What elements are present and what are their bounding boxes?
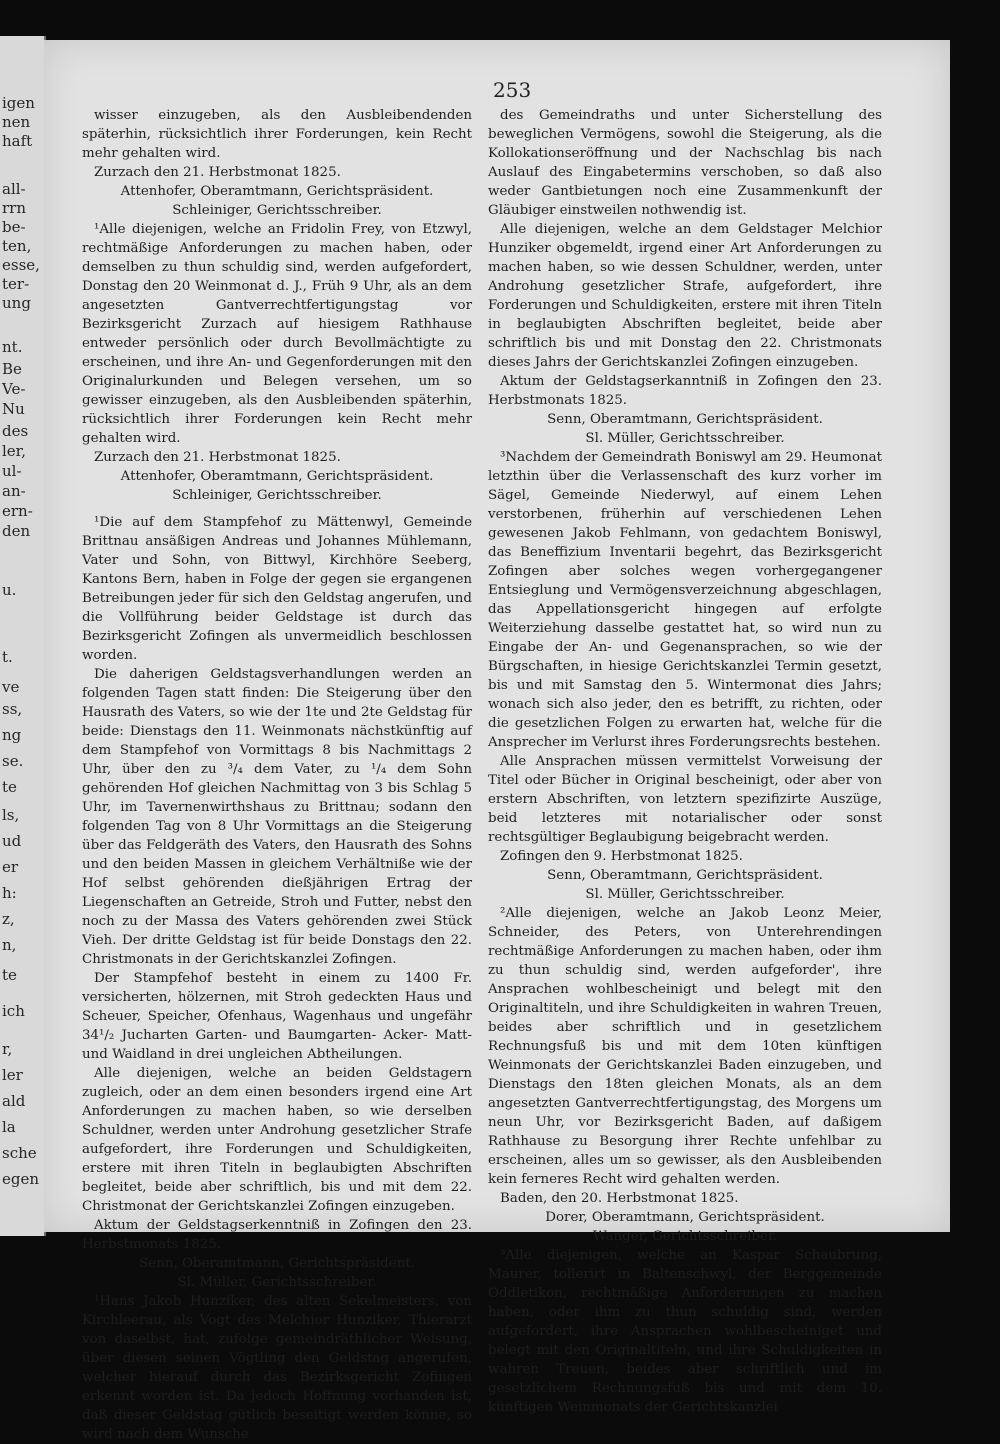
margin-fragment: nt.	[2, 338, 23, 356]
margin-fragment: den	[2, 522, 31, 540]
dateline: Zurzach den 21. Herbstmonat 1825.	[94, 165, 341, 180]
notice-paragraph: des Gemeindraths und unter Sicherstellung des beweglichen Vermögens, sowohl die Steigerung, als die Kollokationseröffnung und der Nachschlag bis nach Auslauf des Eingabetermins verschoben, so daß also weder Gantbietungen noch eine Zusammenkunft der Gläubiger einstweilen nothwendig ist.	[488, 108, 882, 218]
margin-fragment: ud	[2, 832, 22, 850]
margin-fragment: Be	[2, 360, 22, 378]
dateline: Zofingen den 9. Herbstmonat 1825.	[500, 849, 743, 864]
signature-line: Schleiniger, Gerichtsschreiber.	[172, 203, 382, 218]
margin-fragment: ls,	[2, 806, 20, 824]
margin-fragment: an-	[2, 482, 26, 500]
margin-fragment: n,	[2, 936, 17, 954]
margin-fragment: egen	[2, 1170, 40, 1188]
signature-line: Sl. Müller, Gerichtsschreiber.	[177, 1275, 377, 1290]
page-number: 253	[493, 78, 532, 102]
margin-fragment: ler	[2, 1066, 23, 1084]
margin-fragment: esse,	[2, 256, 40, 274]
margin-fragment: rrn	[2, 199, 27, 217]
notice-paragraph: ²Alle diejenigen, welche an Jakob Leonz Meier, Schneider, des Peters, von Unterehrendingen rechtmäßige Anforderungen zu machen haben, oder ihm zu thun schuldig sind, werden aufgeforder', ihre Ansprachen wohlbescheinigt und belegt mit den Originaltiteln, und ihre Schuldigkeiten in wahren Treuen, beides aber schriftlich und in gesetzlichem Rechnungsfuß bis und mit dem 10ten künftigen Weinmonats der Gerichtskanzlei Baden einzugeben, und Dienstags den 18ten gleichen Monats, als an dem angesetzten Gantverrechtfertigungstag, des Morgens um neun Uhr, vor Bezirksgericht Baden, auf daßigem Rathhause zu Besorgung ihrer Rechte unfehlbar zu erscheinen, alles um so gewisser, als den Ausbleibenden kein ferneres Recht wird gehalten werden.	[488, 906, 882, 1187]
margin-fragment: t.	[2, 648, 13, 666]
margin-fragment: ten,	[2, 237, 32, 255]
margin-fragment: r,	[2, 1040, 13, 1058]
margin-fragment: nen	[2, 113, 31, 131]
margin-fragment: Ve-	[2, 380, 26, 398]
margin-fragment: ler,	[2, 442, 26, 460]
dateline: Aktum der Geldstagserkenntniß in Zofingen den 23. Herbstmonats 1825.	[82, 1218, 472, 1252]
notice-paragraph: ¹Die auf dem Stampfehof zu Mättenwyl, Gemeinde Brittnau ansäßigen Andreas und Johannes Mühlemann, Vater und Sohn, von Bittwyl, Kirchhöre Seeberg, Kantons Bern, haben in Folge der gegen sie ergangenen Betreibungen jeder für sich den Geldstag angerufen, und die Vollführung beider Geldstage ist durch das Bezirksgericht Zofingen als unvermeidlich beschlossen worden.	[82, 515, 472, 663]
signature-line: Attenhofer, Oberamtmann, Gerichtspräsident.	[120, 469, 434, 484]
notice-paragraph: ³Alle diejenigen, welche an Kaspar Schaubrung, Maurer, tollerirt in Baltenschwyl, der Berggemeinde Oddletikon, rechtmäßige Anforderungen zu machen haben, oder ihm zu thun schuldig sind, werden aufgefordert, ihre Ansprachen wohlbescheiniget und belegt mit den Originaltiteln, und ihre Schuldigkeiten in wahren Treuen, beides aber schriftlich und im gesetzlichem Rechnungsfuß bis und mit dem 10. künftigen Weinmonats der Gerichtskanzlei	[488, 1248, 882, 1415]
notice-paragraph: ¹Hans Jakob Hunziker, des alten Sekelmeisters, von Kirchleerau, als Vogt des Melchior Hunziker, Thierarzt von daselbst, hat, zufolge gemeindräthlicher Weisung, über diesen seinen Vögtling den Geldstag angerufen, welcher hierauf durch das Bezirksgericht Zofingen erkennt worden ist. Da jedoch Hoffnung vorhanden ist, daß dieser Geldstag gütlich beseitigt werden könne, so wird nach dem Wunsche	[82, 1294, 472, 1442]
margin-fragment: ung	[2, 294, 31, 312]
notice-paragraph: Der Stampfehof besteht in einem zu 1400 Fr. versicherten, hölzernen, mit Stroh gedeckten Haus und Scheuer, Speicher, Ofenhaus, Wagenhaus und ungefähr 34¹/₂ Jucharten Garten- und Baumgarten- Acker- Matt- und Waidland in drei ungleichen Abtheilungen.	[82, 971, 472, 1062]
dateline: Zurzach den 21. Herbstmonat 1825.	[94, 450, 341, 465]
right-column	[488, 106, 882, 1417]
margin-fragment: ald	[2, 1092, 26, 1110]
left-column	[82, 106, 472, 1444]
signature-line: Dorer, Oberamtmann, Gerichtspräsident.	[545, 1210, 825, 1225]
notice-paragraph: ¹Alle diejenigen, welche an Fridolin Frey, von Etzwyl, rechtmäßige Anforderungen zu machen haben, oder demselben zu thun schuldig sind, werden aufgefordert, Donstag den 20 Weinmonat d. J., Früh 9 Uhr, als an dem angesetzten Gantverrechtfertigungstag vor Bezirksgericht Zurzach auf hiesigem Rathhause entweder persönlich oder durch Bevollmächtigte zu erscheinen, und ihre An- und Gegenforderungen mit den Originalurkunden und Belegen versehen, um so gewisser einzugeben, als den Ausbleibenden späterhin, rücksichtlich ihrer Forderungen kein Recht mehr gehalten wird.	[82, 222, 472, 446]
margin-fragment: h:	[2, 884, 17, 902]
margin-fragment: z,	[2, 910, 15, 928]
margin-fragment: ern-	[2, 502, 33, 520]
signature-line: Senn, Oberamtmann, Gerichtspräsident.	[139, 1256, 415, 1271]
margin-fragment: ter-	[2, 275, 30, 293]
margin-fragment: te	[2, 778, 17, 796]
margin-fragment: te	[2, 966, 17, 984]
margin-fragment: haft	[2, 132, 33, 150]
margin-fragment: be-	[2, 218, 26, 236]
margin-fragment: ng	[2, 726, 22, 744]
newspaper-page	[44, 40, 950, 1442]
notice-paragraph: ³Nachdem der Gemeindrath Boniswyl am 29. Heumonat letzthin über die Verlassenschaft des kurz vorher im Sägel, Gemeinde Niederwyl, auf einem Lehen verstorbenen, früherhin auf verschiedenen Lehen gewesenen Jakob Fehlmann, von gedachtem Boniswyl, das Beneffizium Inventarii begehrt, das Bezirksgericht Zofingen aber solches wegen vorhergegangener Entsieglung und Vermögensverzeichnung abgeschlagen, das Appellationsgericht hingegen auf erfolgte Weiterziehung dasselbe gestattet hat, so wird nun zu Eingabe der An- und Gegenansprachen, so wie der Bürgschaften, in hiesige Gerichtskanzlei Termin gesetzt, bis und mit Samstag den 5. Wintermonat dies Jahrs; wonach sich also jeder, den es betrifft, zu richten, oder die gesetzlichen Folgen zu erwarten hat, welche für die Ansprecher im Verlurst ihres Forderungsrechts bestehen.	[488, 450, 882, 750]
margin-fragment: igen	[2, 94, 35, 112]
signature-line: Sl. Müller, Gerichtsschreiber.	[585, 431, 785, 446]
margin-fragment: la	[2, 1118, 16, 1136]
signature-line: Wanger, Gerichtsschreiber.	[592, 1229, 778, 1244]
signature-line: Schleiniger, Gerichtsschreiber.	[172, 488, 382, 503]
margin-fragment: ul-	[2, 462, 22, 480]
margin-fragment: er	[2, 858, 19, 876]
signature-line: Sl. Müller, Gerichtsschreiber.	[585, 887, 785, 902]
notice-paragraph: Alle diejenigen, welche an beiden Geldstagern zugleich, oder an dem einen besonders irgend eine Art Anforderungen zu machen haben, so wie derselben Schuldner, werden unter Androhung gesetzlicher Strafe aufgefordert, ihre Forderungen und Schuldigkeiten, erstere mit ihren Titeln in beglaubigten Abschriften begleitet, beide aber schriftlich, bis und mit dem 22. Christmonat der Gerichtskanzlei Zofingen einzugeben.	[82, 1066, 472, 1214]
signature-line: Senn, Oberamtmann, Gerichtspräsident.	[547, 412, 823, 427]
margin-fragment: sche	[2, 1144, 37, 1162]
spacer	[82, 505, 472, 513]
margin-fragment: se.	[2, 752, 24, 770]
margin-fragment: des	[2, 422, 29, 440]
dateline: Aktum der Geldstagserkanntniß in Zofingen den 23. Herbstmonats 1825.	[488, 374, 882, 408]
dateline: Baden, den 20. Herbstmonat 1825.	[500, 1191, 739, 1206]
signature-line: Attenhofer, Oberamtmann, Gerichtspräsident.	[120, 184, 434, 199]
margin-fragment: all-	[2, 180, 26, 198]
margin-fragment: u.	[2, 581, 17, 599]
margin-fragment: Nu	[2, 400, 25, 418]
notice-paragraph: Die daherigen Geldstagsverhandlungen werden an folgenden Tagen statt finden: Die Steigerung über den Hausrath des Vaters, so wie der 1te und 2te Geldstag für beide: Dienstags den 11. Weinmonats nächstkünftig auf dem Stampfehof von Vormittags 8 bis Nachmittags 2 Uhr, über den zu ³/₄ dem Vater, zu ¹/₄ dem Sohn gehörenden Hof gleichen Nachmittag von 3 bis Schlag 5 Uhr, im Tavernenwirthshaus zu Brittnau; sodann den folgenden Tag von 8 Uhr Vormittags an die Steigerung über das Feldgeräth des Vaters, den Hausrath des Sohns und den beiden Massen in gleichem Verhältniße wie der Hof selbst gehörenden dießjährigen Ertrag der Liegenschaften an Getreide, Stroh und Futter, nebst den noch zu der Massa des Vaters gehörenden zwei Stück Vieh. Der dritte Geldstag ist für beide Donstags den 22. Christmonats in der Gerichtskanzlei Zofingen.	[82, 667, 472, 967]
signature-line: Senn, Oberamtmann, Gerichtspräsident.	[547, 868, 823, 883]
notice-paragraph: wisser einzugeben, als den Ausbleibendenden späterhin, rücksichtlich ihrer Forderungen, kein Recht mehr gehalten wird.	[82, 108, 472, 161]
margin-fragment: ve	[2, 678, 20, 696]
adjacent-page-edge	[0, 36, 46, 1236]
notice-paragraph: Alle Ansprachen müssen vermittelst Vorweisung der Titel oder Bücher in Original bescheinigt, oder aber von erstern Abschriften, von letztern spezifizirte Auszüge, beid letzteres mit notarialischer oder sonst rechtsgültiger Beglaubigung beigebracht werden.	[488, 754, 882, 845]
margin-fragment: ss,	[2, 700, 23, 718]
margin-fragment: ich	[2, 1002, 25, 1020]
notice-paragraph: Alle diejenigen, welche an dem Geldstager Melchior Hunziker obgemeldt, irgend einer Art Anforderungen zu machen haben, so wie dessen Schuldner, werden, unter Androhung gesetzlicher Strafe, aufgefordert, ihre Forderungen und Schuldigkeiten, erstere mit ihren Titeln in beglaubigten Abschriften begleitet, beide aber schriftlich bis und mit Donstag den 22. Christmonats dieses Jahrs der Gerichtskanzlei Zofingen einzugeben.	[488, 222, 882, 370]
